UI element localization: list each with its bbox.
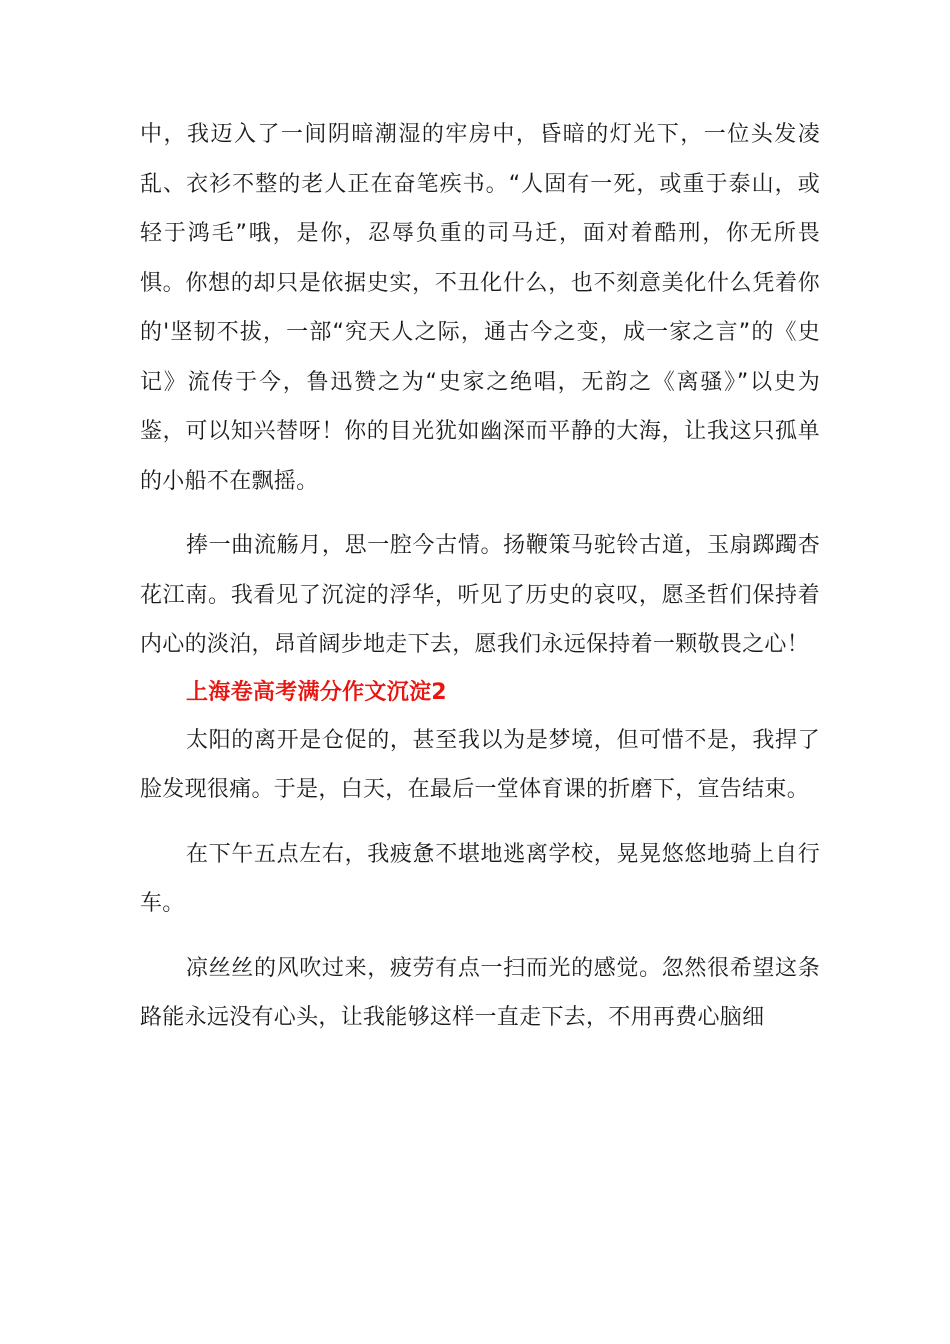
paragraph-cool-wind: 凉丝丝的风吹过来，疲劳有点一扫而光的感觉。忽然很希望这条路能永远没有心头，让我能够这样一直走下去，不用再费心脑细: [140, 955, 820, 1030]
paragraph-sunset: 太阳的离开是仓促的，甚至我以为是梦境，但可惜不是，我捍了脸发现很痛。于是，白天，在最后一堂体育课的折磨下，宣告结束。: [140, 727, 820, 802]
document-page: [140, 110, 820, 1043]
paragraph-leaving-school: 在下午五点左右，我疲惫不堪地逃离学校，晃晃悠悠地骑上自行车。: [140, 841, 820, 916]
paragraph-sima-qian: 中，我迈入了一间阴暗潮湿的牢房中，昏暗的灯光下，一位头发凌乱、衣衫不整的老人正在奋笔疾书。“人固有一死，或重于泰山，或轻于鸿毛”哦，是你，忍辱负重的司马迁，面对着酷刑，你无所畏惧。你想的却只是依据史实，不丑化什么，也不刻意美化什么凭着你的'坚韧不拔，一部“究天人之际，通古今之变，成一家之言”的《史记》流传于今，鲁迅赞之为“史家之绝唱，无韵之《离骚》”以史为鉴，可以知兴替呀！你的目光犹如幽深而平静的大海，让我这只孤单的小船不在飘摇。: [140, 122, 820, 494]
paragraph-closing: 捧一曲流觞月，思一腔今古情。扬鞭策马驼铃古道，玉扇踯躅杏花江南。我看见了沉淀的浮华，听见了历史的哀叹，愿圣哲们保持着内心的淡泊，昂首阔步地走下去，愿我们永远保持着一颗敬畏之心！: [140, 533, 820, 657]
section-heading: 上海卷高考满分作文沉淀2: [186, 679, 447, 705]
